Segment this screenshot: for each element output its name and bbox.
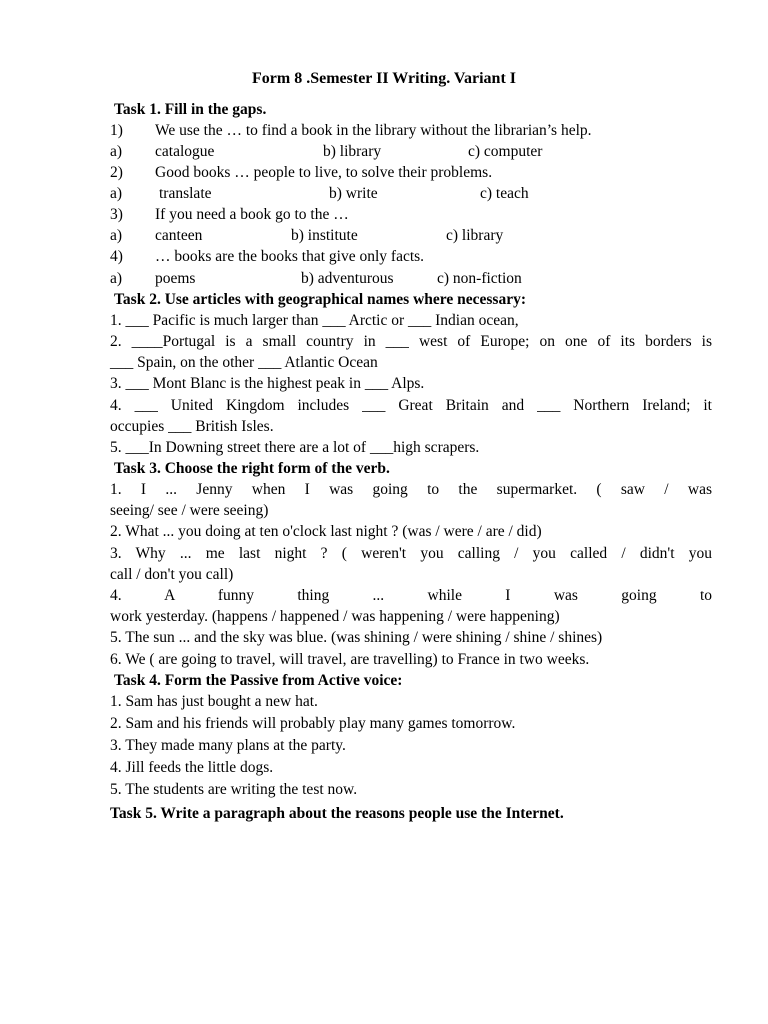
option-a: canteen [155, 227, 203, 244]
option-c: c) computer [468, 143, 543, 160]
task2-item-3: 3. ___ Mont Blanc is the highest peak in ___ Alps. [110, 375, 425, 392]
task5-heading: Task 5. Write a paragraph about the reasons people use the Internet. [110, 805, 564, 822]
task4-heading: Task 4. Form the Passive from Active voice: [114, 672, 403, 689]
task2-heading: Task 2. Use articles with geographical names where necessary: [114, 291, 526, 308]
task4-item-4: 4. Jill feeds the little dogs. [110, 759, 274, 776]
task3-item-6: 6. We ( are going to travel, will travel, are travelling) to France in two weeks. [110, 651, 590, 668]
option-c: c) library [446, 227, 504, 244]
task3-item-4: 4. A funny thing ... while I was going to [110, 587, 712, 604]
task3-item-1-continued: seeing/ see / were seeing) [110, 502, 269, 519]
question-text: Good books … people to live, to solve their problems. [155, 164, 493, 181]
question-text: … books are the books that give only facts. [155, 248, 425, 265]
task2-item-5: 5. ___In Downing street there are a lot of ___high scrapers. [110, 439, 480, 456]
task3-item-1: 1. I ... Jenny when I was going to the supermarket. ( saw / was [110, 481, 712, 498]
task2-item-4: 4. ___ United Kingdom includes ___ Great Britain and ___ Northern Ireland; it [110, 397, 712, 414]
task3-item-2: 2. What ... you doing at ten o'clock last night ? (was / were / are / did) [110, 523, 542, 540]
task2-item-2: 2. ____Portugal is a small country in ___ west of Europe; on one of its borders is [110, 333, 712, 350]
option-a: catalogue [155, 143, 215, 160]
task4-item-1: 1. Sam has just bought a new hat. [110, 693, 318, 710]
task2-item-1: 1. ___ Pacific is much larger than ___ Arctic or ___ Indian ocean, [110, 312, 519, 329]
option-b: b) write [329, 185, 378, 202]
option-label: a) [110, 185, 123, 202]
option-a: translate [159, 185, 212, 202]
task4-item-2: 2. Sam and his friends will probably play many games tomorrow. [110, 715, 516, 732]
option-b: b) institute [291, 227, 358, 244]
task2-item-2-continued: ___ Spain, on the other ___ Atlantic Ocean [110, 354, 378, 371]
question-number: 1) [110, 122, 123, 139]
question-number: 3) [110, 206, 123, 223]
worksheet-title: Form 8 .Semester II Writing. Variant I [252, 70, 516, 87]
option-label: a) [110, 143, 123, 160]
option-a: poems [155, 270, 196, 287]
task3-item-3: 3. Why ... me last night ? ( weren't you calling / you called / didn't you [110, 545, 712, 562]
task3-item-3-continued: call / don't you call) [110, 566, 234, 583]
option-label: a) [110, 270, 123, 287]
question-number: 4) [110, 248, 123, 265]
option-b: b) library [323, 143, 382, 160]
option-b: b) adventurous [301, 270, 394, 287]
task3-heading: Task 3. Choose the right form of the verb. [114, 460, 390, 477]
option-c: c) non-fiction [437, 270, 522, 287]
question-text: If you need a book go to the … [155, 206, 349, 223]
task4-item-3: 3. They made many plans at the party. [110, 737, 346, 754]
option-label: a) [110, 227, 123, 244]
option-c: c) teach [480, 185, 529, 202]
task4-item-5: 5. The students are writing the test now. [110, 781, 358, 798]
task3-item-4-continued: work yesterday. (happens / happened / was happening / were happening) [110, 608, 560, 625]
question-text: We use the … to find a book in the library without the librarian’s help. [155, 122, 592, 139]
task2-item-4-continued: occupies ___ British Isles. [110, 418, 274, 435]
task3-item-5: 5. The sun ... and the sky was blue. (was shining / were shining / shine / shines) [110, 629, 603, 646]
question-number: 2) [110, 164, 123, 181]
task1-heading: Task 1. Fill in the gaps. [114, 101, 267, 118]
